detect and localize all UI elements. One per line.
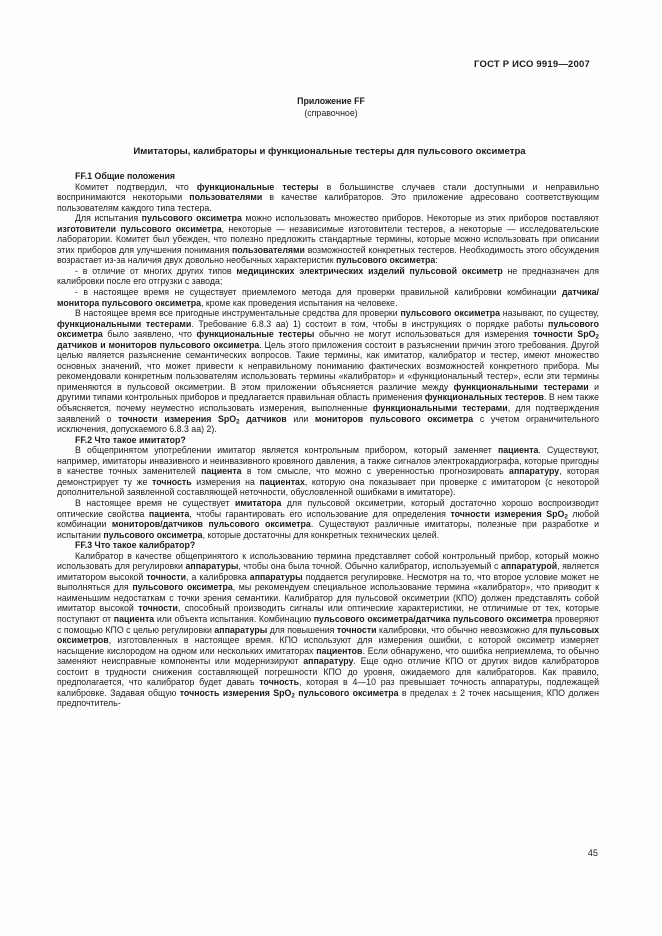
document-title: Имитаторы, калибраторы и функциональные тестеры для пульсового оксиметра [133,146,526,157]
annex-note: (справочное) [304,107,358,118]
annex-block [0,96,662,119]
paragraph: В настоящее время все пригодные инструментальные средства для проверки пульсового оксиметра называют, по существу, функциональными тестерами. Требование 6.8.3 аа) 1) состоит в том, чтобы в инструкциях о порядке работы пульсового оксиметра было заявлено, что функциональные тестеры обычно не могут использоваться для измерения точности SpO$_2$ датчиков и мониторов пульсового оксиметра. Цель этого приложения состоит в разъяснении причин этого требования. Другой целью является разъяснение семантических вопросов. Такие термины, как имитатор, калибратор и тестер, имеют множество основных значений, что может привести к неправильному пониманию фактических возможностей конкретного прибора. Мы рекомендовали конкретным пользователям использовать термины «калибратор» и «функциональный тестер», если эти термины применяются в пульсовой оксиметрии. В этом приложении объясняется различие между функциональными тестерами и другими типами контрольных приборов и предлагается правильная область применения функциональных тестеров. В нем также объясняется, почему неуместно использовать измерения, выполненные функциональными тестерами, для подтверждения заявлений о точности измерения SpO$_2$ датчиков или мониторов пульсового оксиметра с учетом ограничительного исключения, допускаемого 6.8.3 аа) 2). [57,308,600,435]
section-heading-ff1: FF.1 Общие положения [75,171,176,181]
section-heading-ff2: FF.2 Что такое имитатор? [75,434,186,445]
paragraph: Калибратор в качестве общепринятого к использованию термина представляет собой контрольный прибор, который можно использовать для регулировки аппаратуры, чтобы она была точной. Обычно калибратор, используемый с аппаратурой, является имитатором высокой точности, а калибровка аппаратуры поддается регулировке. Несмотря на то, что второе условие может не выполняться для пульсового оксиметра, мы рекомендуем специальное использование термина «калибратор», что приводит к наименьшим недостаткам с точки зрения семантики. Калибратор для пульсовой оксиметрии (КПО) должен представлять собой имитатор высокой точности, способный производить сигналы или оптические характеристики, не отличимые от тех, которые поступают от пациента или объекта испытания. Комбинацию пульсового оксиметра/датчика пульсового оксиметра проверяют с помощью КПО с целью регулировки аппаратуры для повышения точности калибровки, что обычно невозможно для пульсовых оксиметров, изготовленных в настоящее время. КПО используют для измерения ошибки, с которой оксиметр измеряет насыщение кислородом на одном или нескольких имитаторах пациентов. Если обнаружено, что ошибка неприемлема, то обычно заменяют неисправные компоненты или модернизируют аппаратуру. Еще одно отличие КПО от других видов калибраторов состоит в трудности снижения составляющей погрешности КПО до уровня, ожидаемого для калибраторов. Как правило, предполагается, что калибратор будет давать точность, которая в 4—10 раз превышает точность аппаратуры, подлежащей калибровке. Задавая общую точность измерения SpO$_2$ пульсового оксиметра в пределах ± 2 точек насыщения, КПО должен предпочтитель- [57,550,600,709]
section-heading-ff3: FF.3 Что такое калибратор? [75,540,196,551]
list-item: - в настоящее время не существует приемлемого метода для проверки правильной калибровки комбинации датчика/монитора пульсового оксиметра, кроме как проведения испытания на человеке. [57,287,599,308]
standard-designation: ГОСТ Р ИСО 9919—2007 [474,59,590,70]
document-body [57,171,599,709]
paragraph: В настоящее время не существует имитатора для пульсовой оксиметрии, который достаточно хорошо воспроизводит оптические свойства пациента, чтобы гарантировать его использование для определения точности измерения SpO$_2$ любой комбинации мониторов/датчиков пульсового оксиметра. Существуют различные имитаторы, полезные при разработке и испытании пульсового оксиметра, которые достаточны для конкретных технических целей. [57,497,599,540]
paragraph: Для испытания пульсового оксиметра можно использовать множество приборов. Некоторые из этих приборов поставляют изготовители пульсового оксиметра, некоторые — независимые изготовители тестеров, а некоторые — исследовательские лаборатории. Комитет был убежден, что полезно предложить стандартные термины, которые можно использовать при описании этих приборов для улучшения понимания пользователями возможностей конкретных тестеров. Необходимость этого обсуждения возрастает из-за наличия двух довольно необычных характеристик пульсового оксиметра: [57,213,600,266]
annex-label: Приложение FF [297,96,365,106]
paragraph: Комитет подтвердил, что функциональные тестеры в большинстве случаев стали доступными и неправильно воспринимаются некоторыми пользователями в качестве калибраторов. Это приложение адресовано соответствующим пользователям каждого типа тестера. [57,181,600,213]
paragraph: В общепринятом употреблении имитатор является контрольным прибором, который заменяет пациента. Существуют, например, имитаторы инвазивного и неинвазивного кровяного давления, а также сигналов электрокардиографа, которые пригодны в качестве точных заменителей пациента в том смысле, что можно с уверенностью прогнозировать аппаратуру, которая демонстрирует ту же точность измерения на пациентах, которую она показывает при проверке с имитатором (с некоторой дополнительной заявленной составляющей неточности, обусловленной ошибками в имитаторе). [57,445,599,498]
page-number: 45 [587,848,598,858]
list-item: - в отличие от многих других типов медицинских электрических изделий пульсовой оксиметр не предназначен для калибровки после его отгрузки с завода; [57,265,599,287]
